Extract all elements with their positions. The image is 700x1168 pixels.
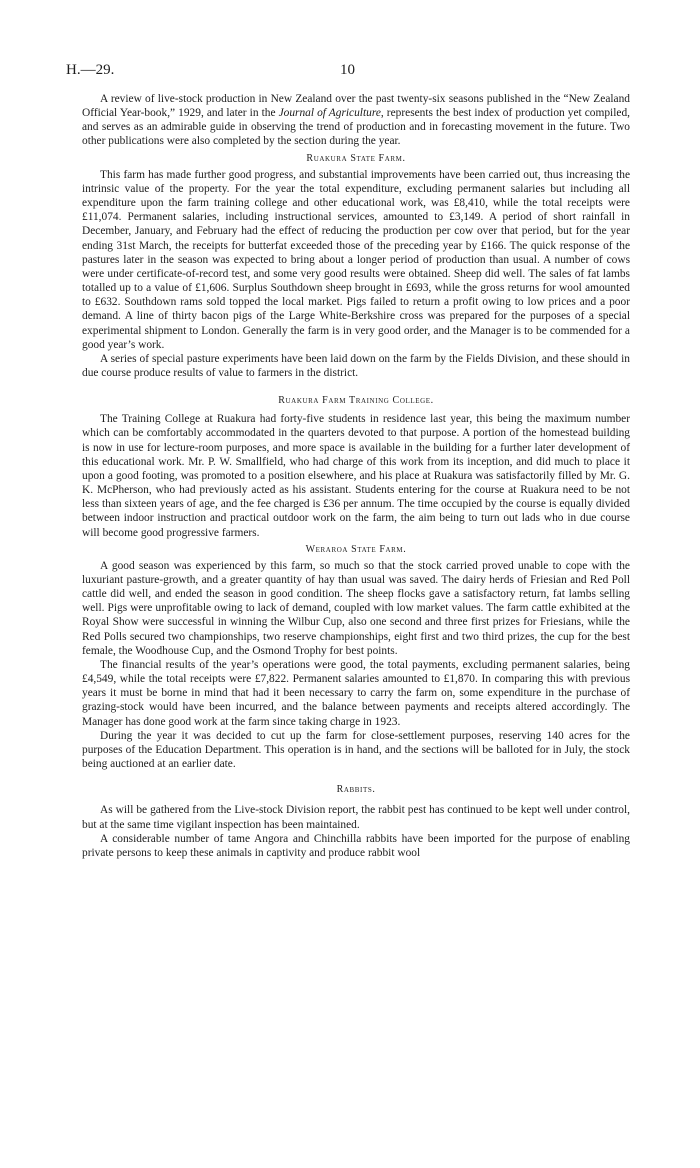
journal-title: Journal of Agriculture bbox=[278, 107, 381, 120]
training-college-paragraph: The Training College at Ruakura had forty-five students in residence last year, this being the maximum number which can be comfortably accommodated in the quarters devoted to that purpose. A portion of the homestead building is now in use for lecture-room purposes, and more space is available in the building for a further later development of this educational work. Mr. P. W. Smallfield, who had charge of this work from its inception, and did much to place it upon a good footing, was promoted to a position elsewhere, and his place at Ruakura was satisfactorily filled by Mr. G. K. McPherson, who had previously acted as his assistant. Students entering for the course at Ruakura need to be not less than sixteen years of age, and the fee charged is £36 per annum. The time occupied by the course is equally divided between indoor instruction and practical outdoor work on the farm, the aim being to turn out lads who in due course will become good progressive farmers. bbox=[82, 413, 630, 539]
weraroa-farm-paragraph-3: During the year it was decided to cut up the farm for close-settlement purposes, reserving 140 acres for the purposes of the Education Department. This operation is in hand, and the sections will be balloted for in July, the stock being auctioned at an earlier date. bbox=[82, 729, 630, 771]
ruakura-farm-paragraph-1: This farm has made further good progress, and substantial improvements have been carried out, thus increasing the intrinsic value of the property. For the year the total expenditure, excluding permanent salaries but including all expenditure upon the farm training college and other educational work, was £8,410, while the total receipts were £11,074. Permanent salaries, including instructional services, amounted to £3,149. A period of short rainfall in December, January, and February had the effect of reducing the production per cow over that period, but for the year ending 31st March, the receipts for butterfat exceeded those of the preceding year by £166. The quick response of the pastures later in the season was expected to bring about a longer period of production than usual. A number of cows were under certificate-of-record test, and some very good results were obtained. Sheep did well. The sales of fat lambs totalled up to a value of £1,606. Surplus Southdown sheep brought in £693, while the gross returns for wool amounted to £632. Southdown rams sold topped the local market. Pigs failed to return a profit owing to low prices and a poor demand. A line of thirty bacon pigs of the Large White-Berkshire cross was prepared for the purposes of a special experimental shipment to London. Generally the farm is in very good order, and the Manager is to be commended for a good year’s work. bbox=[82, 168, 630, 351]
weraroa-farm-paragraph-2: The financial results of the year’s operations were good, the total payments, excluding permanent salaries, being £4,549, while the total receipts were £7,822. Permanent salaries amounted to £1,870. In comparing this with previous years it must be borne in mind that had it been necessary to carry the farm on, some expenditure in the purchase of grazing-stock would have been incurred, and the balance between payments and receipts altered accordingly. The Manager has done good work at the farm since taking charge in 1923. bbox=[82, 658, 630, 728]
page-number: 10 bbox=[340, 62, 355, 78]
rabbits-paragraph-1: As will be gathered from the Live-stock Division report, the rabbit pest has continued to be kept well under control, but at the same time vigilant inspection has been maintained. bbox=[82, 804, 630, 831]
section-heading-weraroa-state-farm: Weraroa State Farm. bbox=[305, 543, 407, 555]
section-heading-training-college: Ruakura Farm Training College. bbox=[278, 395, 434, 407]
document-reference: H.—29. bbox=[66, 62, 115, 78]
intro-paragraph: A review of live-stock production in New Zealand over the past twenty-six seasons published in the “New Zealand Official Year-book,” 1929, and later in the Journal of Agriculture, represents the best index of production yet compiled, and serves as an admirable guide in observing the trend of production and in forecasting movement in the future. Two other publications were also completed by the section during the year. bbox=[82, 93, 630, 148]
section-heading-ruakura-state-farm: Ruakura State Farm. bbox=[306, 152, 406, 164]
ruakura-farm-paragraph-2: A series of special pasture experiments have been laid down on the farm by the Fields Division, and these should in due course produce results of value to farmers in the district. bbox=[82, 352, 630, 379]
rabbits-paragraph-2: A considerable number of tame Angora and Chinchilla rabbits have been imported for the purpose of enabling private persons to keep these animals in captivity and produce rabbit wool bbox=[82, 832, 630, 859]
document-body bbox=[82, 92, 630, 860]
section-heading-rabbits: Rabbits. bbox=[336, 784, 376, 796]
weraroa-farm-paragraph-1: A good season was experienced by this farm, so much so that the stock carried proved unable to cope with the luxuriant pasture-growth, and a greater quantity of hay than usual was saved. The dairy herds of Friesian and Red Poll cattle did well, and ended the season in good condition. The sheep flocks gave a satisfactory return, fat lambs selling well. Pigs were unprofitable owing to lack of demand, coupled with low market values. The farm cattle exhibited at the Royal Show were successful in winning the Wilbur Cup, also one second and three first prizes for Friesians, while the Red Polls secured two championships, two reserve championships, eight first and two third prizes, the cup for the best female, the Woodhouse Cup, and the Osmond Trophy for best points. bbox=[82, 559, 630, 657]
